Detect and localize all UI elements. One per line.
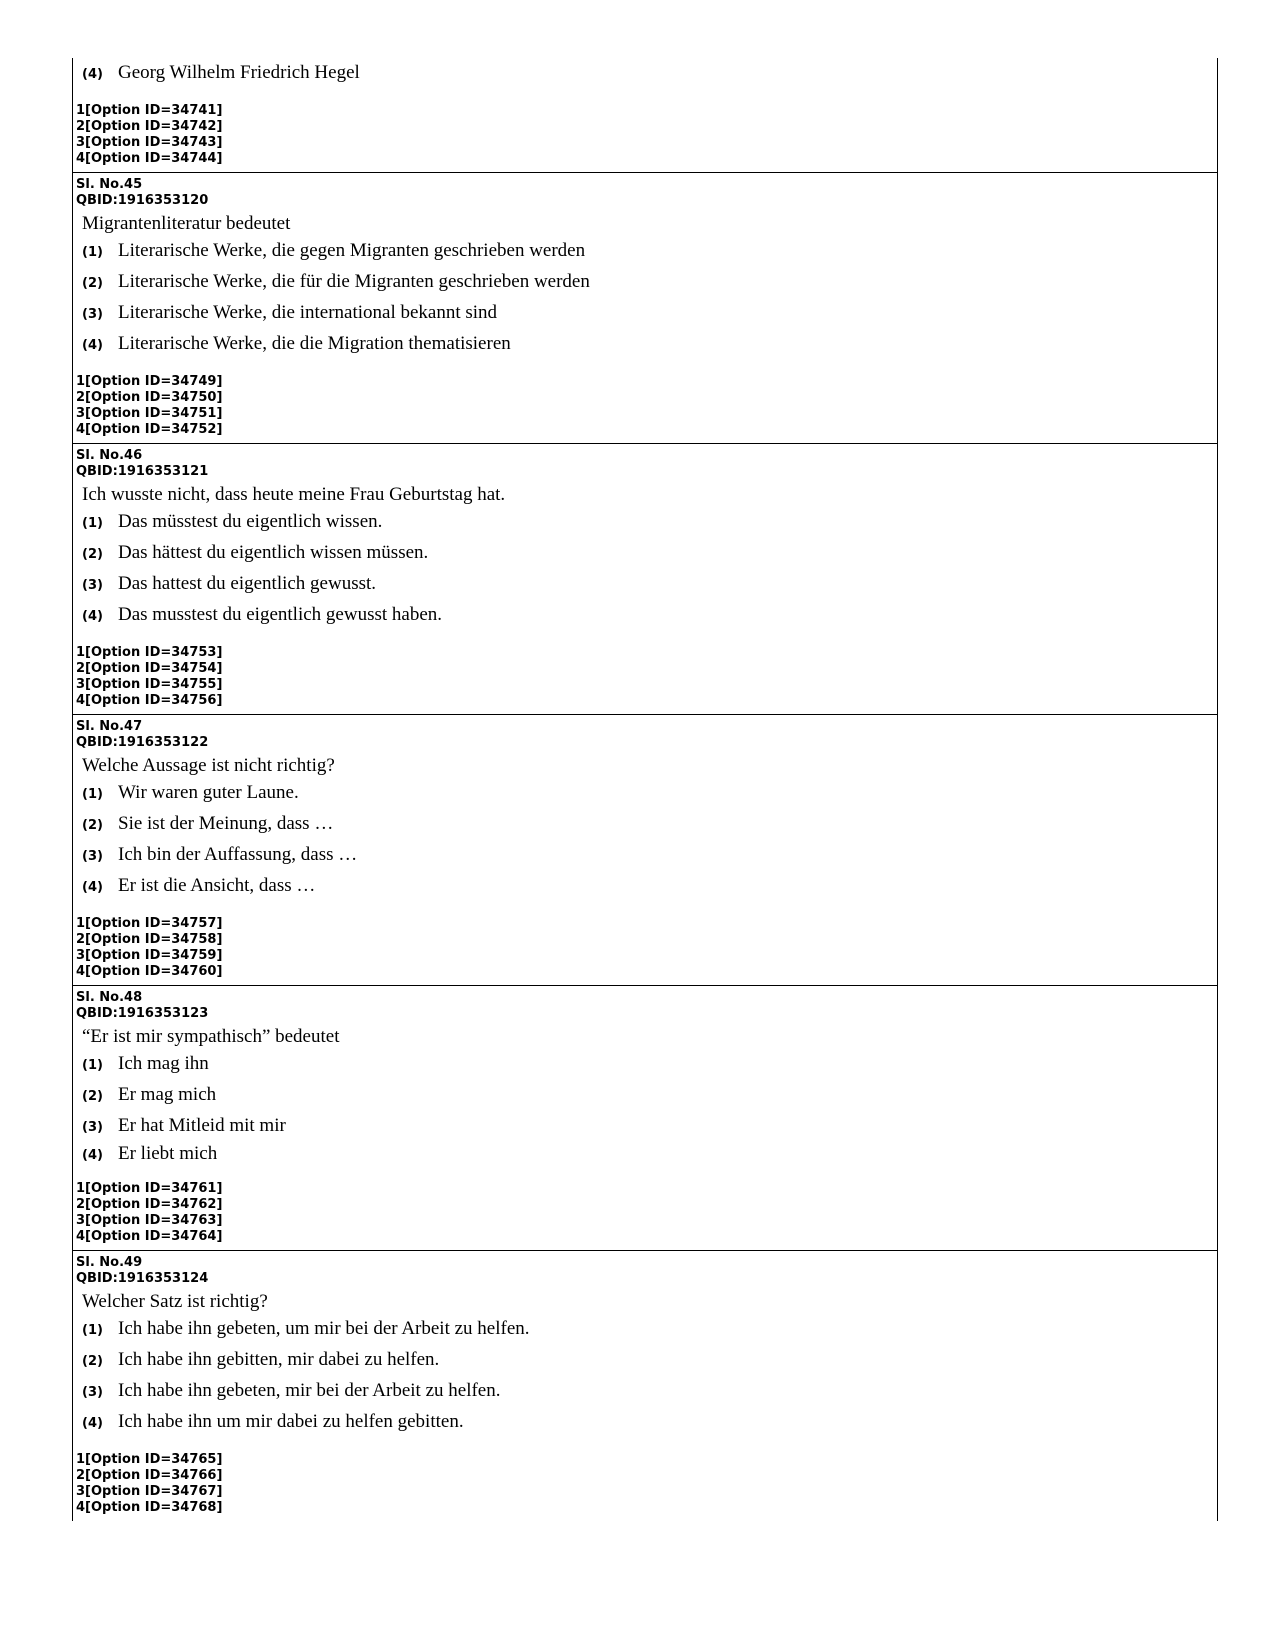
option-text: Wir waren guter Laune. — [118, 782, 299, 803]
question-text: Ich wusste nicht, dass heute meine Frau Geburtstag hat. — [82, 484, 506, 505]
option-number: (2) — [82, 1354, 103, 1369]
option-id: 3[Option ID=34743] — [76, 135, 223, 150]
question-sheet — [72, 58, 1218, 1521]
option-row — [82, 1080, 1217, 1111]
option-row — [82, 569, 1217, 600]
option-id-list — [76, 103, 1217, 167]
option-row — [82, 1049, 1217, 1080]
option-text: Er ist die Ansicht, dass … — [118, 875, 316, 896]
option-id: 4[Option ID=34760] — [76, 964, 223, 979]
option-id: 1[Option ID=34753] — [76, 645, 223, 660]
question-continuation — [73, 58, 1217, 173]
option-row — [82, 778, 1217, 809]
option-id: 3[Option ID=34751] — [76, 406, 223, 421]
option-number: (3) — [82, 1385, 103, 1400]
option-text: Er hat Mitleid mit mir — [118, 1115, 286, 1136]
option-row — [82, 58, 1217, 89]
option-text: Das müsstest du eigentlich wissen. — [118, 511, 383, 532]
option-id: 1[Option ID=34749] — [76, 374, 223, 389]
option-number: (4) — [82, 609, 103, 624]
option-row — [82, 507, 1217, 538]
option-id: 1[Option ID=34757] — [76, 916, 223, 931]
option-id: 2[Option ID=34758] — [76, 932, 223, 947]
question-meta — [76, 173, 1217, 209]
serial-number: Sl. No.46 — [76, 448, 143, 463]
option-id: 2[Option ID=34742] — [76, 119, 223, 134]
option-text: Er liebt mich — [118, 1143, 218, 1164]
option-number: (2) — [82, 547, 103, 562]
option-id: 2[Option ID=34762] — [76, 1197, 223, 1212]
option-id: 4[Option ID=34764] — [76, 1229, 223, 1244]
option-text: Ich habe ihn gebeten, um mir bei der Arbeit zu helfen. — [118, 1318, 530, 1339]
option-number: (2) — [82, 818, 103, 833]
option-row — [82, 298, 1217, 329]
option-number: (3) — [82, 849, 103, 864]
option-id: 3[Option ID=34767] — [76, 1484, 223, 1499]
option-text: Er mag mich — [118, 1084, 217, 1105]
option-row — [82, 840, 1217, 871]
option-number: (2) — [82, 1089, 103, 1104]
option-row — [82, 600, 1217, 631]
option-number: (4) — [82, 338, 103, 353]
option-id: 4[Option ID=34752] — [76, 422, 223, 437]
option-text: Das musstest du eigentlich gewusst haben. — [118, 604, 443, 625]
option-number: (3) — [82, 1120, 103, 1135]
option-id-list — [76, 374, 1217, 438]
serial-number: Sl. No.45 — [76, 177, 143, 192]
serial-number: Sl. No.47 — [76, 719, 143, 734]
serial-number: Sl. No.49 — [76, 1255, 143, 1270]
option-number: (2) — [82, 276, 103, 291]
option-id: 4[Option ID=34744] — [76, 151, 223, 166]
question-meta — [76, 715, 1217, 751]
option-row — [82, 809, 1217, 840]
option-id-list — [76, 1452, 1217, 1516]
option-id: 2[Option ID=34754] — [76, 661, 223, 676]
option-id: 4[Option ID=34768] — [76, 1500, 223, 1515]
option-text: Ich habe ihn um mir dabei zu helfen gebitten. — [118, 1411, 464, 1432]
option-id: 2[Option ID=34750] — [76, 390, 223, 405]
option-row — [82, 1314, 1217, 1345]
option-text: Literarische Werke, die die Migration thematisieren — [118, 333, 511, 354]
option-id: 3[Option ID=34763] — [76, 1213, 223, 1228]
question-text: “Er ist mir sympathisch” bedeutet — [82, 1026, 340, 1047]
option-id: 4[Option ID=34756] — [76, 693, 223, 708]
option-number: (4) — [82, 1416, 103, 1431]
option-id: 3[Option ID=34759] — [76, 948, 223, 963]
question-text: Welche Aussage ist nicht richtig? — [82, 755, 335, 776]
option-row — [82, 1111, 1217, 1139]
option-id: 1[Option ID=34741] — [76, 103, 223, 118]
qbid: QBID:1916353123 — [76, 1006, 209, 1021]
question-block-45 — [73, 173, 1217, 444]
option-id: 3[Option ID=34755] — [76, 677, 223, 692]
option-row — [82, 1376, 1217, 1407]
option-id-list — [76, 1181, 1217, 1245]
question-block-49 — [73, 1251, 1217, 1521]
option-id: 2[Option ID=34766] — [76, 1468, 223, 1483]
question-meta — [76, 444, 1217, 480]
option-text: Das hattest du eigentlich gewusst. — [118, 573, 377, 594]
option-text: Literarische Werke, die gegen Migranten geschrieben werden — [118, 240, 586, 261]
option-row — [82, 236, 1217, 267]
option-number: (3) — [82, 578, 103, 593]
question-meta — [76, 986, 1217, 1022]
option-row — [82, 871, 1217, 902]
option-text: Literarische Werke, die international bekannt sind — [118, 302, 498, 323]
option-id: 1[Option ID=34765] — [76, 1452, 223, 1467]
option-number: (1) — [82, 787, 103, 802]
option-number: (4) — [82, 67, 103, 82]
option-id: 1[Option ID=34761] — [76, 1181, 223, 1196]
option-text: Das hättest du eigentlich wissen müssen. — [118, 542, 429, 563]
qbid: QBID:1916353120 — [76, 193, 209, 208]
option-row — [82, 329, 1217, 360]
option-row — [82, 1139, 1217, 1167]
option-number: (1) — [82, 1058, 103, 1073]
option-number: (1) — [82, 516, 103, 531]
qbid: QBID:1916353122 — [76, 735, 209, 750]
option-number: (1) — [82, 1323, 103, 1338]
option-text: Georg Wilhelm Friedrich Hegel — [118, 62, 360, 83]
option-row — [82, 267, 1217, 298]
qbid: QBID:1916353124 — [76, 1271, 209, 1286]
question-text: Welcher Satz ist richtig? — [82, 1291, 268, 1312]
question-block-48 — [73, 986, 1217, 1251]
option-text: Ich habe ihn gebitten, mir dabei zu helfen. — [118, 1349, 440, 1370]
option-row — [82, 1345, 1217, 1376]
question-block-47 — [73, 715, 1217, 986]
option-text: Sie ist der Meinung, dass … — [118, 813, 334, 834]
question-meta — [76, 1251, 1217, 1287]
option-number: (3) — [82, 307, 103, 322]
question-text: Migrantenliteratur bedeutet — [82, 213, 291, 234]
qbid: QBID:1916353121 — [76, 464, 209, 479]
option-number: (4) — [82, 880, 103, 895]
option-id-list — [76, 916, 1217, 980]
option-row — [82, 538, 1217, 569]
question-block-46 — [73, 444, 1217, 715]
option-number: (4) — [82, 1148, 103, 1163]
option-text: Literarische Werke, die für die Migranten geschrieben werden — [118, 271, 590, 292]
serial-number: Sl. No.48 — [76, 990, 143, 1005]
option-number: (1) — [82, 245, 103, 260]
option-id-list — [76, 645, 1217, 709]
option-text: Ich bin der Auffassung, dass … — [118, 844, 358, 865]
option-text: Ich mag ihn — [118, 1053, 209, 1074]
option-row — [82, 1407, 1217, 1438]
option-text: Ich habe ihn gebeten, mir bei der Arbeit zu helfen. — [118, 1380, 501, 1401]
